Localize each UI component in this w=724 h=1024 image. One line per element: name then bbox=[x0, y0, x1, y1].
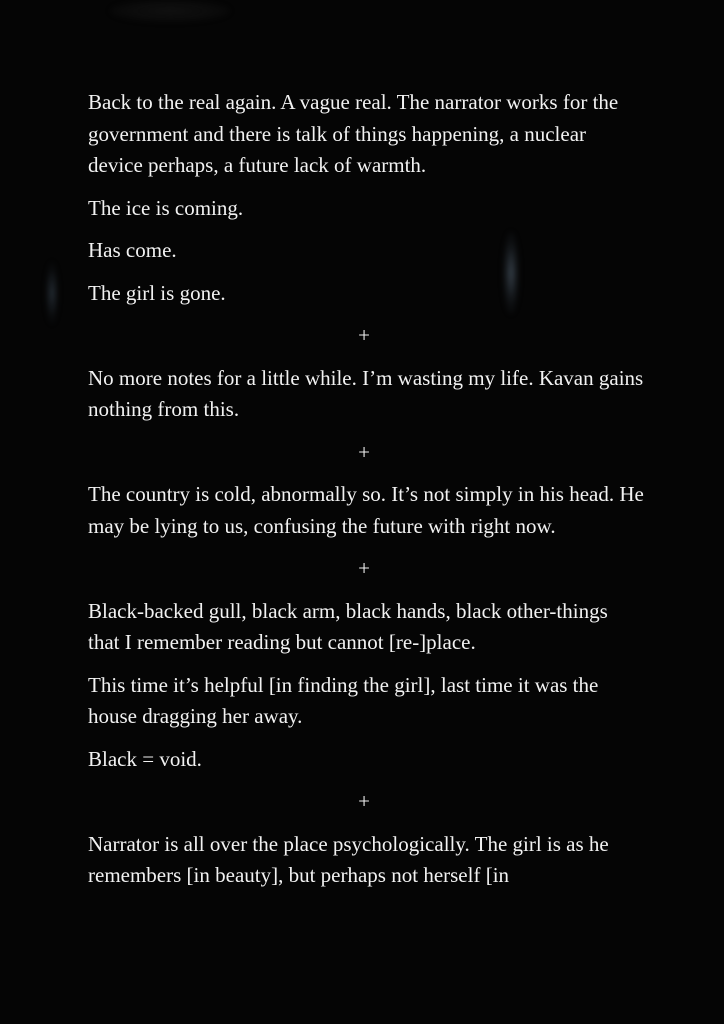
section-separator: + bbox=[358, 439, 370, 464]
paragraph: The ice is coming. bbox=[88, 195, 244, 220]
paragraph: Black = void. bbox=[88, 746, 202, 771]
document-body bbox=[88, 87, 644, 903]
paragraph: Has come. bbox=[88, 238, 177, 262]
paragraph: Back to the real again. A vague real. The narrator works for the government and there is talk of things happening, a nuclear device perhaps, a future lack of warmth. bbox=[88, 90, 619, 177]
section-separator: + bbox=[358, 323, 370, 347]
background-glow-left bbox=[46, 262, 58, 324]
paragraph: The country is cold, abnormally so. It’s not simply in his head. He may be lying to us, confusing the future with right now. bbox=[88, 482, 644, 538]
paragraph: The girl is gone. bbox=[88, 280, 226, 305]
paragraph: Narrator is all over the place psychologically. The girl is as he remembers [in beauty], but perhaps not herself [in bbox=[88, 831, 609, 887]
section-separator: + bbox=[358, 789, 370, 813]
background-glow-top bbox=[110, 0, 230, 22]
paragraph: No more notes for a little while. I’m wasting my life. Kavan gains nothing from this. bbox=[88, 365, 644, 421]
section-separator: + bbox=[358, 556, 370, 580]
paragraph: Black-backed gull, black arm, black hands, black other-things that I remember reading but cannot [re-]place. bbox=[88, 598, 608, 654]
paragraph: This time it’s helpful [in finding the girl], last time it was the house dragging her away. bbox=[88, 672, 599, 728]
